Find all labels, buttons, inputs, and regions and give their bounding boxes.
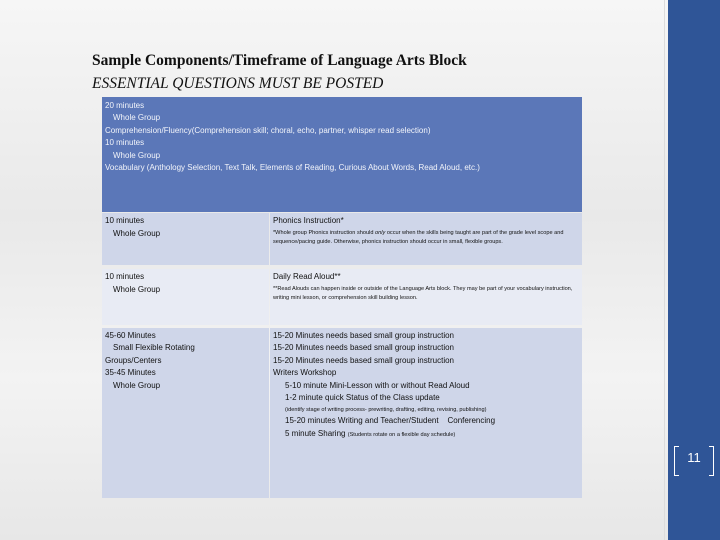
block-time: 20 minutes [105, 101, 145, 110]
row-heading: Daily Read Aloud** [273, 272, 341, 281]
row-time: 10 minutes [105, 216, 145, 225]
row-note: (identify stage of writing process- prewriting, drafting, editing, revising, publishing) [285, 407, 487, 414]
slide-subtitle: ESSENTIAL QUESTIONS MUST BE POSTED [92, 75, 384, 92]
block-group: Whole Group [113, 113, 161, 123]
schedule-table [102, 97, 582, 498]
table-row-phonics-time [102, 213, 269, 265]
block-group: Whole Group [113, 150, 161, 160]
row-group: Whole Group [113, 229, 161, 239]
row-note: **Read Alouds can happen inside or outside of the Language Arts block. They may be part of your vocabulary instruction, writing mini lesson, or comprehension skill building lesson. [273, 286, 573, 302]
block-activity: Vocabulary (Anthology Selection, Text Talk, Elements of Reading, Curious About Words, Read Aloud, etc.) [105, 162, 480, 172]
row-line: 5 minute Sharing (Students rotate on a flexible day schedule) [285, 428, 456, 438]
sidebar-divider [664, 0, 665, 540]
block-activity: Comprehension/Fluency(Comprehension skill; choral, echo, partner, whisper read selection) [105, 125, 431, 135]
row-line: 1-2 minute quick Status of the Class update [285, 392, 440, 402]
row-line: 15-20 Minutes needs based small group instruction [273, 355, 454, 365]
row-time: 45-60 Minutes [105, 331, 156, 340]
row-line: 15-20 minutes Writing and Teacher/Student Conferencing [285, 416, 496, 426]
row-heading: Writers Workshop [273, 368, 337, 378]
table-row-groups-detail [270, 328, 582, 498]
table-row-readaloud-time [102, 269, 269, 325]
row-line: 15-20 Minutes needs based small group instruction [273, 343, 454, 353]
whole-group-block [102, 97, 582, 212]
row-time: 35-45 Minutes [105, 368, 156, 378]
row-note: *Whole group Phonics instruction should only occur when the skills being taught are part of the grade level scope and sequence/pacing guide. Otherwise, phonics instruction should occur in small, flexible groups. [273, 230, 564, 246]
row-group: Whole Group [113, 380, 161, 390]
row-group: Small Flexible Rotating [113, 343, 195, 353]
row-line: 5-10 minute Mini-Lesson with or without Read Aloud [285, 380, 470, 390]
row-time: 10 minutes [105, 272, 145, 281]
table-row-readaloud-detail [270, 269, 582, 325]
row-line: 15-20 Minutes needs based small group instruction [273, 331, 454, 340]
table-row-phonics-detail [270, 213, 582, 265]
table-row-groups-time [102, 328, 269, 498]
row-group: Whole Group [113, 285, 161, 295]
block-time: 10 minutes [105, 138, 145, 148]
page-number: 11 [687, 450, 701, 465]
slide-title: Sample Components/Timeframe of Language Arts Block [92, 52, 467, 69]
row-heading: Phonics Instruction* [273, 216, 344, 225]
row-group: Groups/Centers [105, 355, 162, 365]
